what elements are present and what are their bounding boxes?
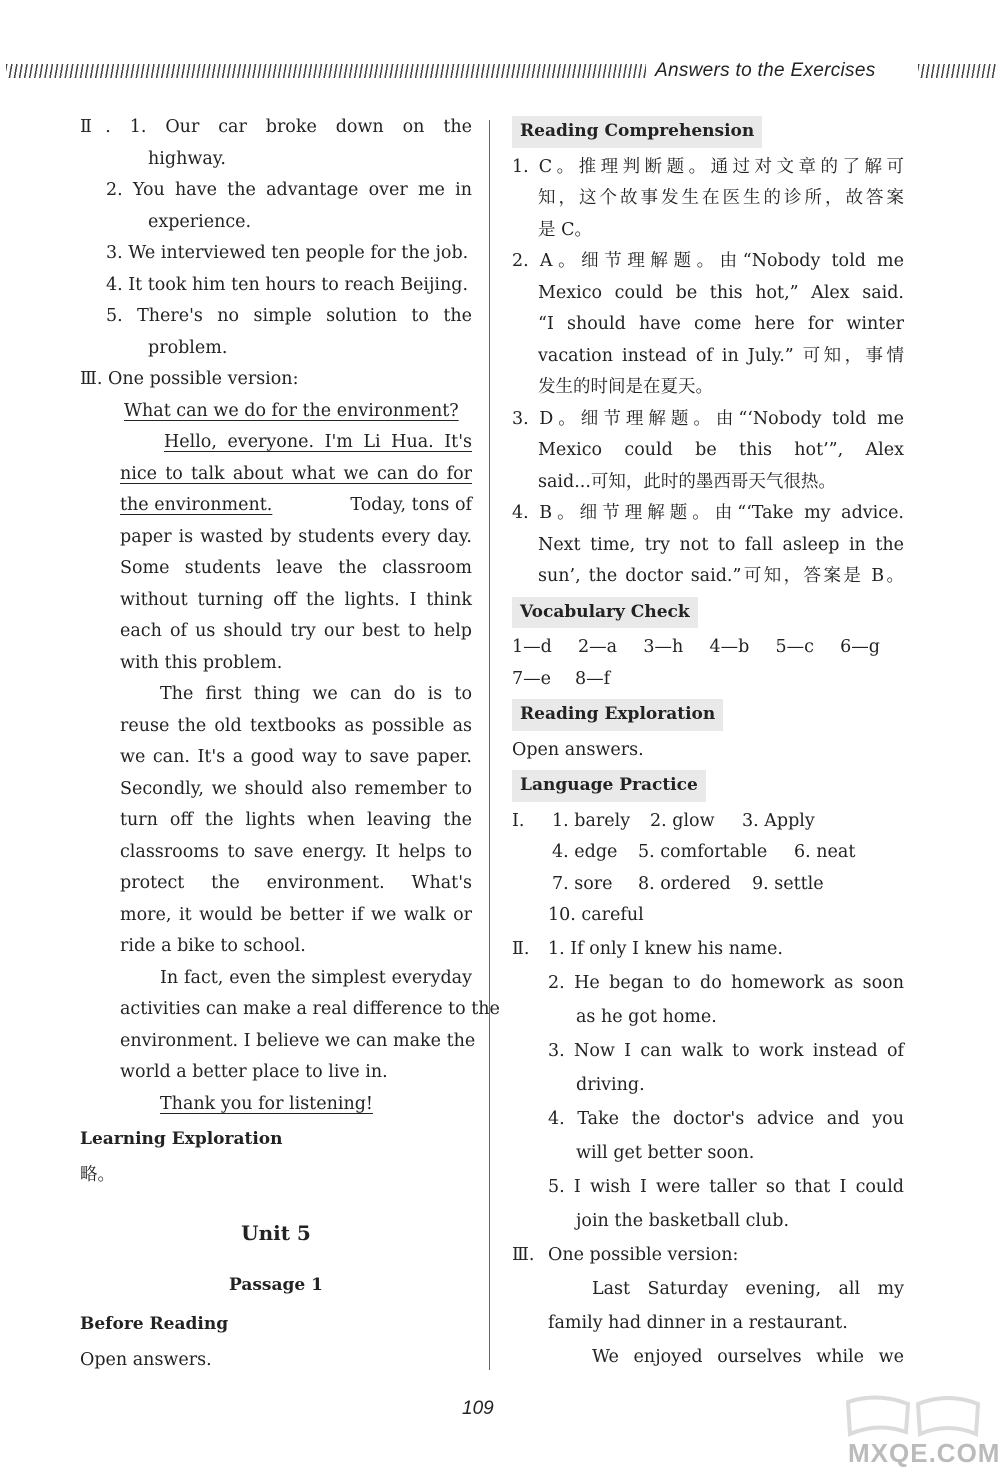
answer-line: 5. There's no simple solution to the xyxy=(106,306,472,326)
essay-line: more, it would be better if we walk or xyxy=(120,904,472,925)
learning-exploration-heading: Learning Exploration xyxy=(80,1129,283,1149)
essay-line: classrooms to save energy. It helps to xyxy=(120,841,472,862)
answer-line: 3. We interviewed ten people for the job. xyxy=(106,243,469,263)
header-hatch-right xyxy=(918,64,996,78)
answer-line: 3. Now I can walk to work instead of xyxy=(548,1040,904,1061)
word-answer: 7. sore xyxy=(552,873,613,894)
vocabulary-check-heading: Vocabulary Check xyxy=(512,597,698,629)
essay-line: ride a bike to school. xyxy=(120,936,306,956)
answer-line: as he got home. xyxy=(576,1006,717,1027)
essay-line: turn off the lights when leaving the xyxy=(120,810,472,830)
answer-line: 2. You have the advantage over me in xyxy=(106,180,472,200)
answer-line: experience. xyxy=(148,211,252,232)
word-answer: 5. comfortable xyxy=(638,842,768,862)
essay-line: In fact, even the simplest everyday xyxy=(160,967,472,988)
section-numeral: Ⅱ. xyxy=(80,117,111,137)
answer-line: Next time, try not to fall asleep in the xyxy=(538,534,904,555)
vocab-answer: 3—h xyxy=(643,637,684,657)
section-numeral: Ⅱ. xyxy=(512,938,530,959)
exercise-3-essay xyxy=(80,364,500,1120)
word-answer: 4. edge xyxy=(552,842,618,862)
essay-line: reuse the old textbooks as possible as xyxy=(120,715,472,736)
vocab-answer: 1—d xyxy=(512,637,552,657)
answer-line: 4. It took him ten hours to reach Beijing. xyxy=(106,274,469,295)
answer-line: join the basketball club. xyxy=(576,1210,790,1231)
essay-line: without turning off the lights. I think xyxy=(120,589,472,610)
essay-line: the environment. xyxy=(120,495,273,515)
answer-line: highway. xyxy=(148,148,226,169)
answer-line: 1. If only I knew his name. xyxy=(548,938,783,959)
essay-line: with this problem. xyxy=(120,652,283,673)
essay-intro: One possible version: xyxy=(548,1244,739,1265)
answer-line: 1. Our car broke down on the xyxy=(129,117,472,137)
essay-line: activities can make a real difference to the xyxy=(120,999,500,1019)
watermark-text: MXQE.COM xyxy=(848,1438,1000,1468)
exercise-2-answers xyxy=(80,112,472,364)
section-numeral: Ⅰ. xyxy=(512,810,525,831)
essay-line: environment. I believe we can make the xyxy=(120,1030,476,1051)
answer-line: 5. I wish I were taller so that I could xyxy=(548,1176,904,1197)
essay-title: What can we do for the environment? xyxy=(124,400,459,421)
unit-title: Unit 5 xyxy=(241,1221,311,1245)
left-column xyxy=(80,112,500,1376)
answer-line: 发生的时间是在夏天。 xyxy=(538,377,713,397)
essay-line: Today, tons of xyxy=(350,495,472,515)
answer-line: sun’, the doctor said.”可知，答案是 B。 xyxy=(538,566,904,586)
before-reading-text: Open answers. xyxy=(80,1349,212,1370)
header-title: Answers to the Exercises xyxy=(655,60,876,81)
essay-intro: One possible version: xyxy=(108,369,299,389)
vocab-answer: 2—a xyxy=(578,637,618,657)
answer-line: said...可知，此时的墨西哥天气很热。 xyxy=(538,471,836,492)
essay-line: paper is wasted by students every day. xyxy=(120,526,472,547)
word-answer: 3. Apply xyxy=(742,810,815,831)
language-practice-heading: Language Practice xyxy=(512,770,706,802)
reading-comprehension-answers xyxy=(512,152,904,593)
passage-title: Passage 1 xyxy=(229,1275,323,1295)
essay-line: Secondly, we should also remember to xyxy=(120,778,472,799)
word-answer: 8. ordered xyxy=(638,873,731,894)
essay-line: protect the environment. What's xyxy=(120,873,472,893)
essay-closing: Thank you for listening! xyxy=(160,1093,373,1114)
answer-line: vacation instead of in July.” 可知，事情 xyxy=(538,345,904,366)
page-header xyxy=(0,58,1000,86)
essay-line: Hello, everyone. I'm Li Hua. It's xyxy=(164,432,472,452)
column-divider xyxy=(489,120,490,1370)
section-numeral: Ⅲ. xyxy=(512,1244,535,1265)
reading-comprehension-heading: Reading Comprehension xyxy=(512,116,762,148)
language-practice-2 xyxy=(512,932,904,1238)
section-numeral: Ⅲ. xyxy=(80,369,103,389)
essay-line: Last Saturday evening, all my xyxy=(592,1278,904,1299)
answer-line: 1. C。推理判断题。通过对文章的了解可 xyxy=(512,156,904,177)
answer-line: problem. xyxy=(148,337,228,358)
language-practice-3 xyxy=(512,1238,904,1374)
learning-exploration-text: 略。 xyxy=(80,1164,115,1185)
reading-exploration-text: Open answers. xyxy=(512,739,644,760)
header-hatch-left xyxy=(6,64,646,78)
word-answer: 10. careful xyxy=(548,905,644,925)
essay-line: nice to talk about what we can do for xyxy=(120,463,472,484)
word-answer: 1. barely xyxy=(552,810,631,831)
vocab-answer: 5—c xyxy=(775,637,814,657)
answer-line: 4. B。细节理解题。由“‘Take my advice. xyxy=(512,503,904,523)
page-number: 109 xyxy=(462,1398,494,1419)
language-practice-1 xyxy=(512,806,904,932)
answer-line: Mexico could be this hot’”, Alex xyxy=(538,440,904,460)
reading-exploration-heading: Reading Exploration xyxy=(512,699,723,731)
vocab-answer: 8—f xyxy=(575,668,611,689)
essay-line: Some students leave the classroom xyxy=(120,558,472,578)
answer-line: 2. He began to do homework as soon xyxy=(548,972,904,993)
answer-line: driving. xyxy=(576,1074,645,1095)
essay-line: family had dinner in a restaurant. xyxy=(548,1312,848,1333)
vocab-answer: 6—g xyxy=(840,637,880,657)
essay-line: The first thing we can do is to xyxy=(160,684,472,704)
vocab-answer: 7—e xyxy=(512,668,551,689)
essay-line: We enjoyed ourselves while we xyxy=(592,1346,904,1367)
answer-line: 3. D。细节理解题。由“‘Nobody told me xyxy=(512,408,904,429)
word-answer: 9. settle xyxy=(752,873,824,894)
answer-line: 是 C。 xyxy=(538,219,592,240)
vocab-answer: 4—b xyxy=(709,637,750,657)
essay-line: world a better place to live in. xyxy=(120,1062,388,1082)
answer-line: 知，这个故事发生在医生的诊所，故答案 xyxy=(538,188,904,208)
right-column xyxy=(512,112,904,1374)
essay-line: we can. It's a good way to save paper. xyxy=(120,747,472,767)
answer-line: “I should have come here for winter xyxy=(538,314,904,334)
answer-line: will get better soon. xyxy=(576,1142,755,1163)
answer-line: 2. A。细节理解题。由“Nobody told me xyxy=(512,251,904,271)
answer-line: Mexico could be this hot,” Alex said. xyxy=(538,282,904,303)
before-reading-heading: Before Reading xyxy=(80,1314,229,1334)
word-answer: 2. glow xyxy=(650,810,715,831)
essay-line: each of us should try our best to help xyxy=(120,621,472,641)
answer-line: 4. Take the doctor's advice and you xyxy=(548,1108,904,1129)
word-answer: 6. neat xyxy=(794,842,856,862)
